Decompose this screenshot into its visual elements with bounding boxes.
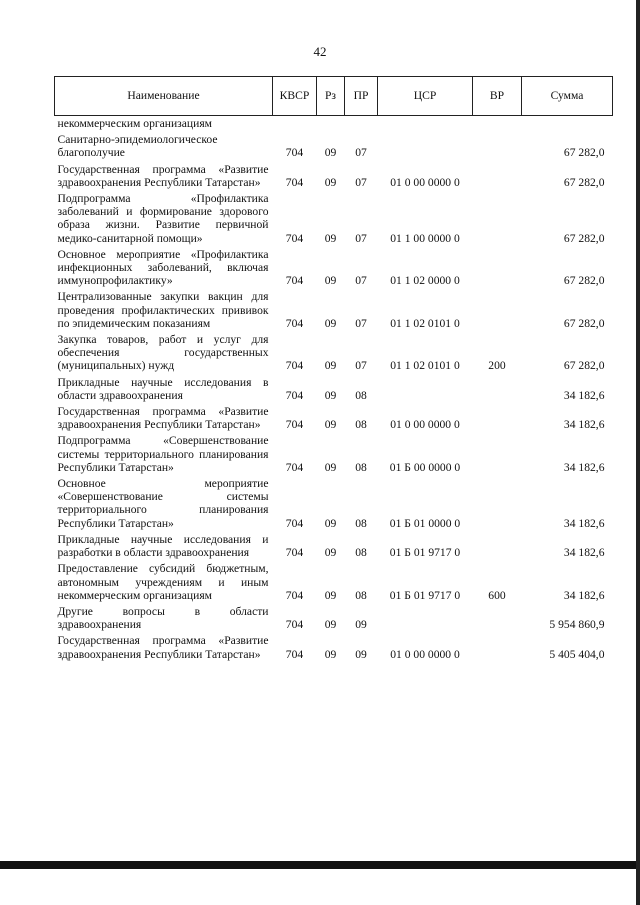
row-sum xyxy=(522,116,613,134)
row-sum: 67 282,0 xyxy=(563,175,605,189)
table-row xyxy=(55,434,613,477)
row-vr xyxy=(473,634,522,663)
row-csr: 01 Б 01 9717 0 xyxy=(389,588,461,602)
row-vr xyxy=(473,248,522,291)
row-name: Государственная программа «Развитие здравоохранения Республики Татарстан» xyxy=(57,405,269,432)
row-sum: 67 282,0 xyxy=(563,146,605,160)
row-kvsr: 704 xyxy=(285,359,304,373)
row-pr: 08 xyxy=(355,516,367,530)
row-csr: 01 0 00 0000 0 xyxy=(390,175,460,189)
row-sum: 5 405 404,0 xyxy=(549,647,605,661)
row-kvsr: 704 xyxy=(285,546,304,560)
row-kvsr: 704 xyxy=(285,146,304,160)
table-row xyxy=(55,333,613,376)
row-csr: 01 0 00 0000 0 xyxy=(390,418,460,432)
row-rz: 09 xyxy=(324,316,337,330)
header-rz: Рз xyxy=(317,77,345,116)
header-csr: ЦСР xyxy=(378,77,473,116)
row-csr xyxy=(378,376,473,405)
header-vr: ВР xyxy=(473,77,522,116)
row-name: Основное мероприятие «Профилактика инфекционных заболеваний, включая иммунопрофилактику» xyxy=(57,247,269,288)
row-name: Предоставление субсидий бюджетным, автономным учреждениям и иным некоммерческим организациям xyxy=(57,562,269,602)
row-pr: 08 xyxy=(355,460,367,474)
row-vr: 600 xyxy=(488,588,506,602)
row-rz: 09 xyxy=(324,388,337,402)
row-rz: 09 xyxy=(324,274,337,288)
table-row xyxy=(55,477,613,533)
row-sum: 67 282,0 xyxy=(563,359,605,373)
row-name: Государственная программа «Развитие здравоохранения Республики Татарстан» xyxy=(57,162,269,189)
row-rz: 09 xyxy=(324,516,337,530)
row-rz: 09 xyxy=(324,418,337,432)
row-kvsr: 704 xyxy=(285,274,304,288)
row-kvsr: 704 xyxy=(285,418,304,432)
scan-bottom-edge xyxy=(0,861,640,869)
row-kvsr: 704 xyxy=(285,618,304,632)
row-kvsr: 704 xyxy=(285,588,304,602)
table-row xyxy=(55,634,613,663)
row-vr xyxy=(473,133,522,162)
row-vr xyxy=(473,477,522,533)
row-csr xyxy=(378,116,473,134)
row-name: Государственная программа «Развитие здравоохранения Республики Татарстан» xyxy=(57,634,269,661)
row-sum: 34 182,6 xyxy=(563,588,605,602)
row-name: Санитарно-эпидемиологическое благополучие xyxy=(57,133,218,160)
row-vr xyxy=(473,163,522,192)
row-rz: 09 xyxy=(324,647,337,661)
row-kvsr: 704 xyxy=(285,175,304,189)
row-pr: 08 xyxy=(355,418,367,432)
row-csr xyxy=(378,133,473,162)
page-number: 42 xyxy=(313,44,327,59)
row-name: некоммерческим организациям xyxy=(57,117,212,130)
row-sum: 34 182,6 xyxy=(563,388,605,402)
row-csr: 01 Б 00 0000 0 xyxy=(389,460,461,474)
table-row xyxy=(55,116,613,134)
row-vr: 200 xyxy=(488,359,506,373)
table-row xyxy=(55,605,613,634)
row-name: Подпрограмма «Совершенствование системы территориального планирования Республики Татарстан» xyxy=(57,434,269,474)
row-name: Подпрограмма «Профилактика заболеваний и формирование здорового образа жизни. Развитие первичной медико-санитарной помощи» xyxy=(57,192,269,245)
table-row xyxy=(55,192,613,248)
row-pr: 07 xyxy=(355,175,367,189)
row-rz: 09 xyxy=(324,146,337,160)
table-header-row xyxy=(55,77,613,116)
row-pr: 08 xyxy=(355,546,367,560)
row-vr xyxy=(473,290,522,333)
row-csr xyxy=(378,605,473,634)
row-pr: 07 xyxy=(355,316,367,330)
scan-right-edge xyxy=(636,0,640,905)
row-kvsr: 704 xyxy=(285,231,304,245)
row-vr xyxy=(473,434,522,477)
row-rz: 09 xyxy=(324,231,337,245)
table-row xyxy=(55,290,613,333)
row-pr: 07 xyxy=(355,146,367,160)
table-row xyxy=(55,248,613,291)
row-vr xyxy=(473,116,522,134)
row-name: Другие вопросы в области здравоохранения xyxy=(57,604,269,632)
header-pr: ПР xyxy=(345,77,378,116)
row-csr: 01 0 00 0000 0 xyxy=(390,647,460,661)
row-name: Основное мероприятие «Совершенствование системы территориального планирования Республики Татарстан» xyxy=(57,477,269,530)
row-rz: 09 xyxy=(324,359,337,373)
row-kvsr: 704 xyxy=(285,316,304,330)
row-csr: 01 1 02 0101 0 xyxy=(390,316,460,330)
row-sum: 34 182,6 xyxy=(563,546,605,560)
table-row xyxy=(55,405,613,434)
row-csr: 01 1 02 0000 0 xyxy=(390,274,460,288)
row-vr xyxy=(473,605,522,634)
budget-table xyxy=(54,76,613,664)
row-csr: 01 Б 01 9717 0 xyxy=(389,546,461,560)
row-vr xyxy=(473,533,522,562)
row-vr xyxy=(473,192,522,248)
row-pr: 08 xyxy=(355,388,367,402)
row-pr: 07 xyxy=(355,231,367,245)
row-csr: 01 1 00 0000 0 xyxy=(390,231,460,245)
row-vr xyxy=(473,405,522,434)
row-csr: 01 1 02 0101 0 xyxy=(390,359,460,373)
row-sum: 34 182,6 xyxy=(563,516,605,530)
table-row xyxy=(55,562,613,605)
header-name: Наименование xyxy=(55,77,273,116)
row-kvsr: 704 xyxy=(285,460,304,474)
row-name: Прикладные научные исследования и разработки в области здравоохранения xyxy=(57,532,269,560)
row-sum: 34 182,6 xyxy=(563,418,605,432)
row-pr xyxy=(345,116,378,134)
row-pr: 08 xyxy=(355,588,367,602)
row-pr: 07 xyxy=(355,274,367,288)
header-kvsr: КВСР xyxy=(273,77,317,116)
row-sum: 5 954 860,9 xyxy=(549,618,605,632)
row-rz: 09 xyxy=(324,588,337,602)
row-kvsr: 704 xyxy=(285,516,304,530)
table-row xyxy=(55,376,613,405)
header-sum: Сумма xyxy=(522,77,613,116)
row-vr xyxy=(473,376,522,405)
row-sum: 67 282,0 xyxy=(563,231,605,245)
row-kvsr: 704 xyxy=(285,647,304,661)
row-sum: 67 282,0 xyxy=(563,274,605,288)
row-sum: 67 282,0 xyxy=(563,316,605,330)
row-rz: 09 xyxy=(324,546,337,560)
row-sum: 34 182,6 xyxy=(563,460,605,474)
row-rz xyxy=(317,116,345,134)
row-rz: 09 xyxy=(324,618,337,632)
row-kvsr: 704 xyxy=(285,388,304,402)
row-name: Централизованные закупки вакцин для проведения профилактических прививок по эпидемическим показаниям xyxy=(57,290,269,330)
table-row xyxy=(55,533,613,562)
row-pr: 09 xyxy=(355,647,367,661)
row-pr: 07 xyxy=(355,359,367,373)
row-name: Закупка товаров, работ и услуг для обеспечения государственных (муниципальных) нужд xyxy=(57,333,269,373)
row-kvsr xyxy=(273,116,317,134)
table-row xyxy=(55,163,613,192)
row-pr: 09 xyxy=(355,618,367,632)
table-row xyxy=(55,133,613,162)
row-csr: 01 Б 01 0000 0 xyxy=(389,516,461,530)
row-rz: 09 xyxy=(324,460,337,474)
row-name: Прикладные научные исследования в области здравоохранения xyxy=(57,375,269,402)
row-rz: 09 xyxy=(324,175,337,189)
